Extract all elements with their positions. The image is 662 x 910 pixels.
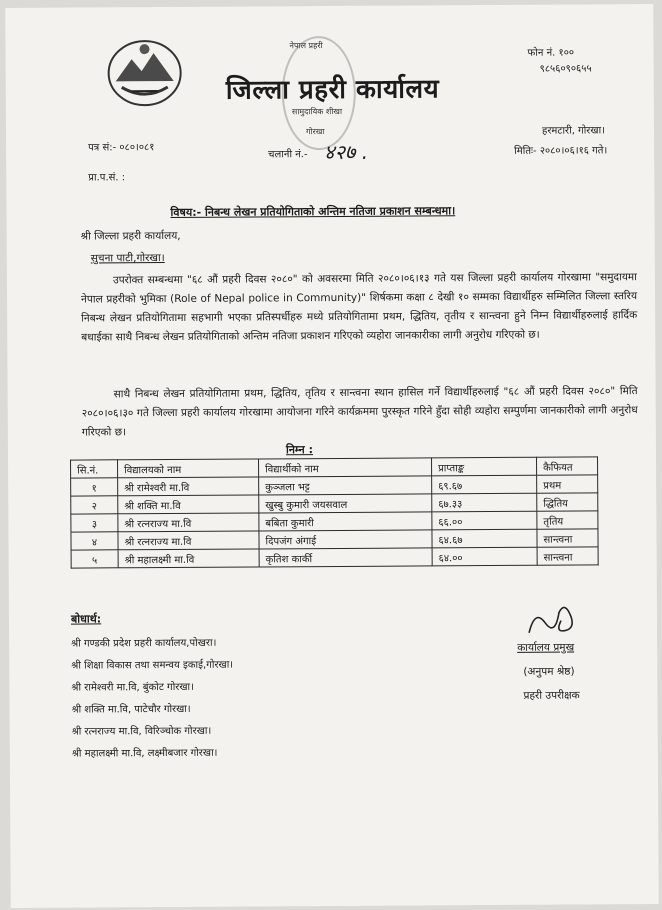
dispatch-number: ४२७ . <box>324 139 369 165</box>
stamp-line: नेपाल प्रहरी <box>289 41 323 51</box>
table-cell: १ <box>71 478 118 496</box>
results-table <box>70 456 599 568</box>
signature-scribble <box>525 598 585 638</box>
body-paragraph: उपरोक्त सम्बन्धमा "६८ औं प्रहरी दिवस २०८०" को अवसरमा मिति २०८०।०६।१३ गते यस जिल्ला प्रहरी कार्यालय गोरखामा "समुदायमा नेपाल प्रहरीको भुमिका (Role of Nepal police in Community)" शिर्षकमा कक्षा ८ देखी १० सम्मका विद्यार्थीहरु सम्मिलित जिल्ला स्तरिय निबन्ध लेखन प्रतियोगितामा सहभागी भएका प्रतिस्पर्धीहरु मध्ये प्रतियोगितामा प्रथम, द्धितिय, तृतीय र सान्त्वना हुने निम्न विद्यार्थीहरुलाई हार्दिक बधाईका साथै निबन्ध लेखन प्रतियोगिताको अन्तिम नतिजा प्रकाशन गरिएको व्यहोरा जानकारीका लागी अनुरोध गरिएको छ। <box>81 271 638 344</box>
table-cell: ६४.६७ <box>432 529 537 548</box>
phone-label: फोन नं. १०० <box>527 47 575 59</box>
table-cell: श्री महालक्ष्मी मा.वि <box>118 549 259 568</box>
signatory-name: (अनुपम श्रेष्ठ) <box>523 665 575 678</box>
cc-item: श्री रत्नराज्य मा.वि, विरिञ्चोक गोरखा। <box>71 725 212 738</box>
table-cell: श्री रत्नराज्य मा.वि <box>118 531 259 550</box>
nepal-government-emblem <box>101 31 187 112</box>
table-cell: कृतिश कार्की <box>259 548 432 567</box>
letter-date: मितिः- २०८०।०६।१६ गते। <box>514 145 608 157</box>
table-cell: बबिता कुमारी <box>259 512 432 531</box>
table-cell: कुञ्जला भट्ट <box>259 476 432 495</box>
dispatch-number-label: चलानी नं.- <box>268 149 308 161</box>
table-heading: निम्न : <box>285 443 314 457</box>
recipient-line: सुचना पाटी,गोरखा। <box>90 252 165 265</box>
table-cell: ६९.६७ <box>432 475 537 494</box>
cc-item: श्री रामेश्वरी मा.वि, बुंकोट गोरखा। <box>71 681 194 694</box>
table-cell: दिपजंग अंगाई <box>259 530 432 549</box>
column-header: विद्यालयको नाम <box>118 459 259 478</box>
letter-number: पत्र सं:- ०८०।०८१ <box>88 142 155 154</box>
table-cell: ५ <box>71 550 118 568</box>
recipient-line: श्री जिल्ला प्रहरी कार्यालय, <box>80 229 181 243</box>
phone-number: ९८५६०९०६५५ <box>539 63 592 75</box>
letter-page <box>5 4 658 908</box>
cc-label: बोधार्थ: <box>70 612 102 626</box>
table-cell: श्री रामेश्वरी मा.वि <box>118 477 259 496</box>
body-paragraph: साथै निबन्ध लेखन प्रतियोगितामा प्रथम, द्धितिय, तृतिय र सान्त्वना स्थान हासिल गर्ने विद्यार्थीहरुलाई "६८ औं प्रहरी दिवस २०८०" मिति २०८०।०६।३० गते जिल्ला प्रहरी कार्यालय गोरखामा आयोजना गरिने कार्यक्रममा पुरस्कृत गरिने हुँदा सोही व्यहोरा सम्पुर्णमा जानकारीको लागी अनुरोध गरिएको छ। <box>81 385 638 439</box>
column-header: कैफियत <box>537 457 598 475</box>
column-header: सि.नं. <box>71 460 118 478</box>
table-cell: द्धितिय <box>537 493 598 511</box>
cc-item: श्री महालक्ष्मी मा.वि, लक्ष्मीबजार गोरखा। <box>71 747 218 760</box>
table-cell: खुस्बु कुमारी जयसवाल <box>259 494 432 513</box>
letter-subject: विषय:- निबन्ध लेखन प्रतियोगिताको अन्तिम नतिजा प्रकाशन सम्बन्धमा। <box>170 204 456 219</box>
stamp-line: गोरखा <box>305 127 325 137</box>
office-location: हरमटारी, गोरखा। <box>541 125 605 137</box>
reference-number: प्रा.प.सं. : <box>88 172 126 184</box>
table-cell: प्रथम <box>537 475 598 493</box>
signatory-rank: प्रहरी उपरीक्षक <box>523 689 580 702</box>
stamp-line: सामुदायिक शीखा <box>291 106 343 117</box>
table-cell: ६६.०० <box>432 511 537 530</box>
table-cell: ४ <box>71 532 118 550</box>
table-cell: सान्त्वना <box>537 547 598 565</box>
table-cell: श्री शक्ति मा.वि <box>118 495 259 514</box>
column-header: प्राप्ताङ्क <box>432 457 537 476</box>
table-cell: श्री रत्नराज्य मा.वि <box>118 513 259 532</box>
table-cell: ६७.३३ <box>432 493 537 512</box>
table-row <box>71 547 598 568</box>
column-header: विद्यार्थीको नाम <box>259 458 432 477</box>
table-cell: तृतिय <box>537 511 598 529</box>
table-cell: २ <box>71 496 118 514</box>
cc-item: श्री शक्ति मा.वि, पाटेचौर गोरखा। <box>71 703 191 716</box>
signatory-role: कार्यालय प्रमुख <box>517 641 575 654</box>
cc-item: श्री गण्डकी प्रदेश प्रहरी कार्यालय,पोखरा। <box>71 637 217 650</box>
table-cell: ६४.०० <box>432 547 537 566</box>
table-cell: सान्त्वना <box>537 529 598 547</box>
table-cell: ३ <box>71 514 118 532</box>
office-title: जिल्ला प्रहरी कार्यालय <box>225 74 440 106</box>
cc-item: श्री शिक्षा विकास तथा समन्वय इकाई,गोरखा। <box>71 659 234 672</box>
